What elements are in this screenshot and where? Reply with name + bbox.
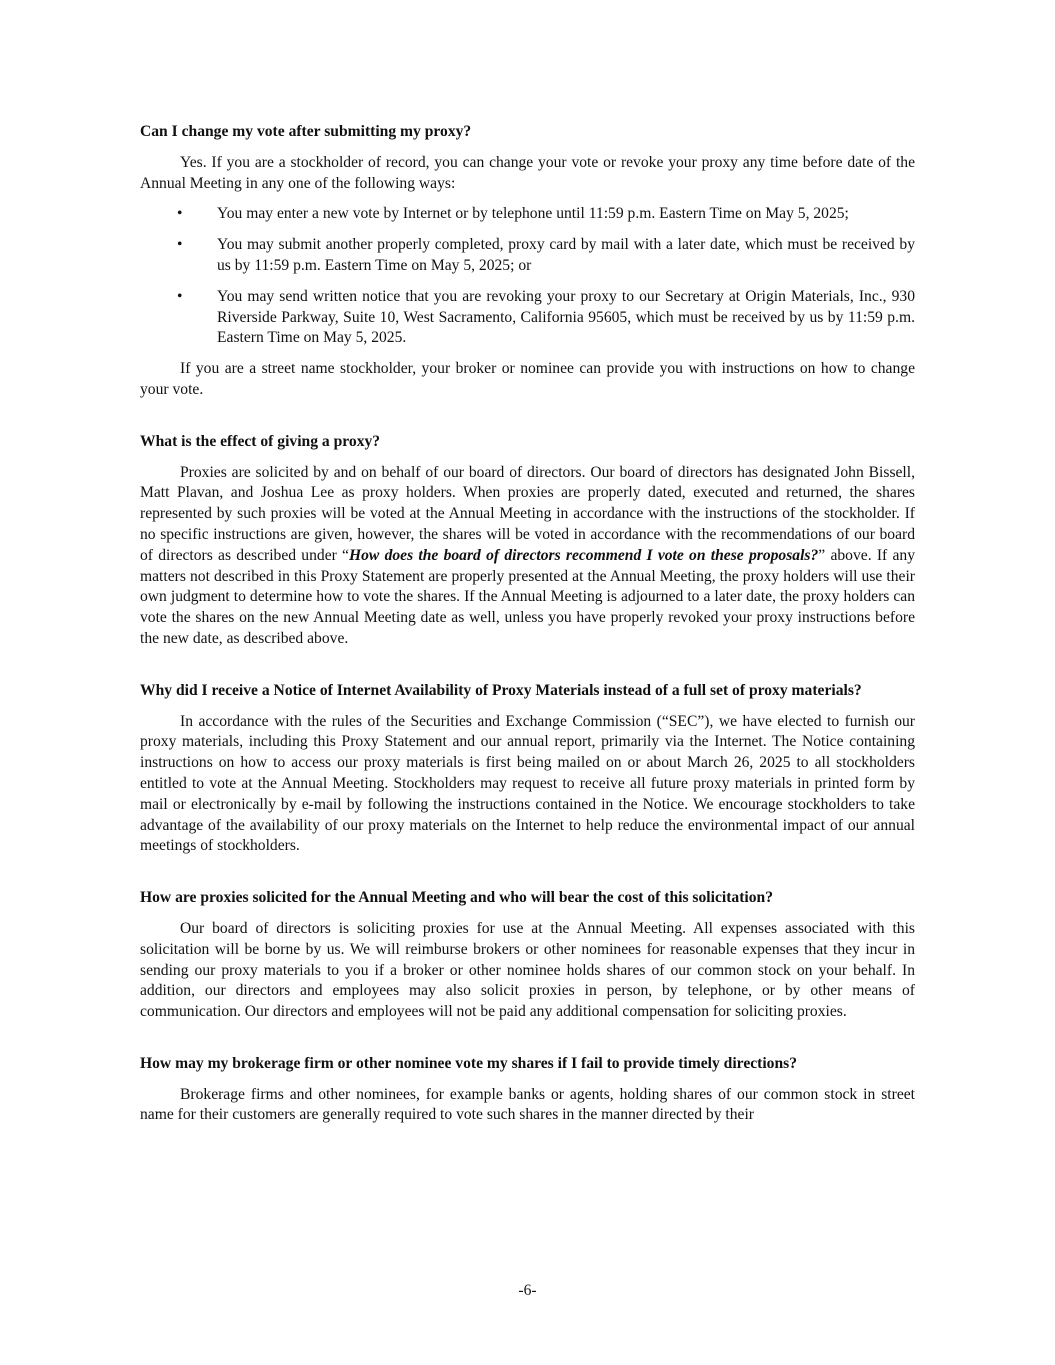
bullet-list <box>140 204 915 349</box>
list-item <box>140 287 915 349</box>
page-number: -6- <box>518 1282 537 1299</box>
paragraph: In accordance with the rules of the Securities and Exchange Commission (“SEC”), we have elected to furnish our proxy materials, including this Proxy Statement and our annual report, primarily via the Internet. The Notice containing instructions on how to access our proxy materials is first being mailed on or about March 26, 2025 to all stockholders entitled to vote at the Annual Meeting. Stockholders may request to receive all future proxy materials in printed form by mail or electronically by e-mail by following the instructions contained in the Notice. We encourage stockholders to take advantage of the availability of our proxy materials on the Internet to help reduce the environmental impact of our annual meetings of stockholders. <box>140 712 915 855</box>
cross-reference: How does the board of directors recommend I vote on these proposals? <box>348 546 819 564</box>
list-item <box>140 204 915 225</box>
list-item-text: You may send written notice that you are revoking your proxy to our Secretary at Origin Materials, Inc., 930 Riverside Parkway, Suite 10, West Sacramento, California 95605, which must be received by us by 11:59 p.m. Eastern Time on May 5, 2025. <box>217 287 915 347</box>
paragraph: Our board of directors is soliciting proxies for use at the Annual Meeting. All expenses associated with this solicitation will be borne by us. We will reimburse brokers or other nominees for reasonable expenses that they incur in sending our proxy materials to you if a broker or other nominee holds shares of our common stock on your behalf. In addition, our directors and employees may also solicit proxies in person, by telephone, or by other means of communication. Our directors and employees will not be paid any additional compensation for soliciting proxies. <box>140 919 915 1021</box>
paragraph: Yes. If you are a stockholder of record, you can change your vote or revoke your proxy any time before date of the Annual Meeting in any one of the following ways: <box>140 153 915 192</box>
paragraph-text: Proxies are solicited by and on behalf of our board of directors. Our board of directors has designated John Bissell, Matt Plavan, and Joshua Lee as proxy holders. When proxies are properly dated, executed and returned, the shares represented by such proxies will be voted at the Annual Meeting in accordance with the instructions of the stockholder. If no specific instructions are given, however, the shares will be voted in accordance with the recommendations of our board of directors as described under “ <box>140 463 915 564</box>
list-item-text: You may enter a new vote by Internet or by telephone until 11:59 p.m. Eastern Time on May 5, 2025; <box>217 205 849 223</box>
section-heading: Why did I receive a Notice of Internet Availability of Proxy Materials instead of a full set of proxy materials? <box>140 681 862 699</box>
section-heading: How are proxies solicited for the Annual Meeting and who will bear the cost of this solicitation? <box>140 889 773 907</box>
paragraph-text: ” above. If any matters not described in this Proxy Statement are properly presented at the Annual Meeting, the proxy holders will use their own judgment to determine how to vote the shares. If the Annual Meeting is adjourned to a later date, the proxy holders can vote the shares on the new Annual Meeting date as well, unless you have properly revoked your proxy instructions before the new date, as described above. <box>140 546 915 647</box>
bullet-marker: • <box>177 236 183 254</box>
section-notice-internet <box>140 681 915 857</box>
section-effect-proxy <box>140 432 915 650</box>
paragraph: If you are a street name stockholder, your broker or nominee can provide you with instructions on how to change your vote. <box>140 360 915 398</box>
bullet-marker: • <box>177 205 183 223</box>
list-item-text: You may submit another properly completed, proxy card by mail with a later date, which must be received by us by 11:59 p.m. Eastern Time on May 5, 2025; or <box>217 236 915 274</box>
section-heading: How may my brokerage firm or other nominee vote my shares if I fail to provide timely directions? <box>140 1054 798 1072</box>
section-change-vote <box>140 122 915 401</box>
bullet-marker: • <box>177 287 183 305</box>
section-broker-vote <box>140 1054 915 1126</box>
document-page <box>140 122 915 1126</box>
list-item <box>140 235 915 277</box>
paragraph: Brokerage firms and other nominees, for example banks or agents, holding shares of our common stock in street name for their customers are generally required to vote such shares in the manner directed by their <box>140 1085 915 1124</box>
paragraph <box>140 463 915 650</box>
section-heading: Can I change my vote after submitting my proxy? <box>140 123 472 140</box>
section-heading: What is the effect of giving a proxy? <box>140 432 381 450</box>
section-solicitation-cost <box>140 888 915 1023</box>
